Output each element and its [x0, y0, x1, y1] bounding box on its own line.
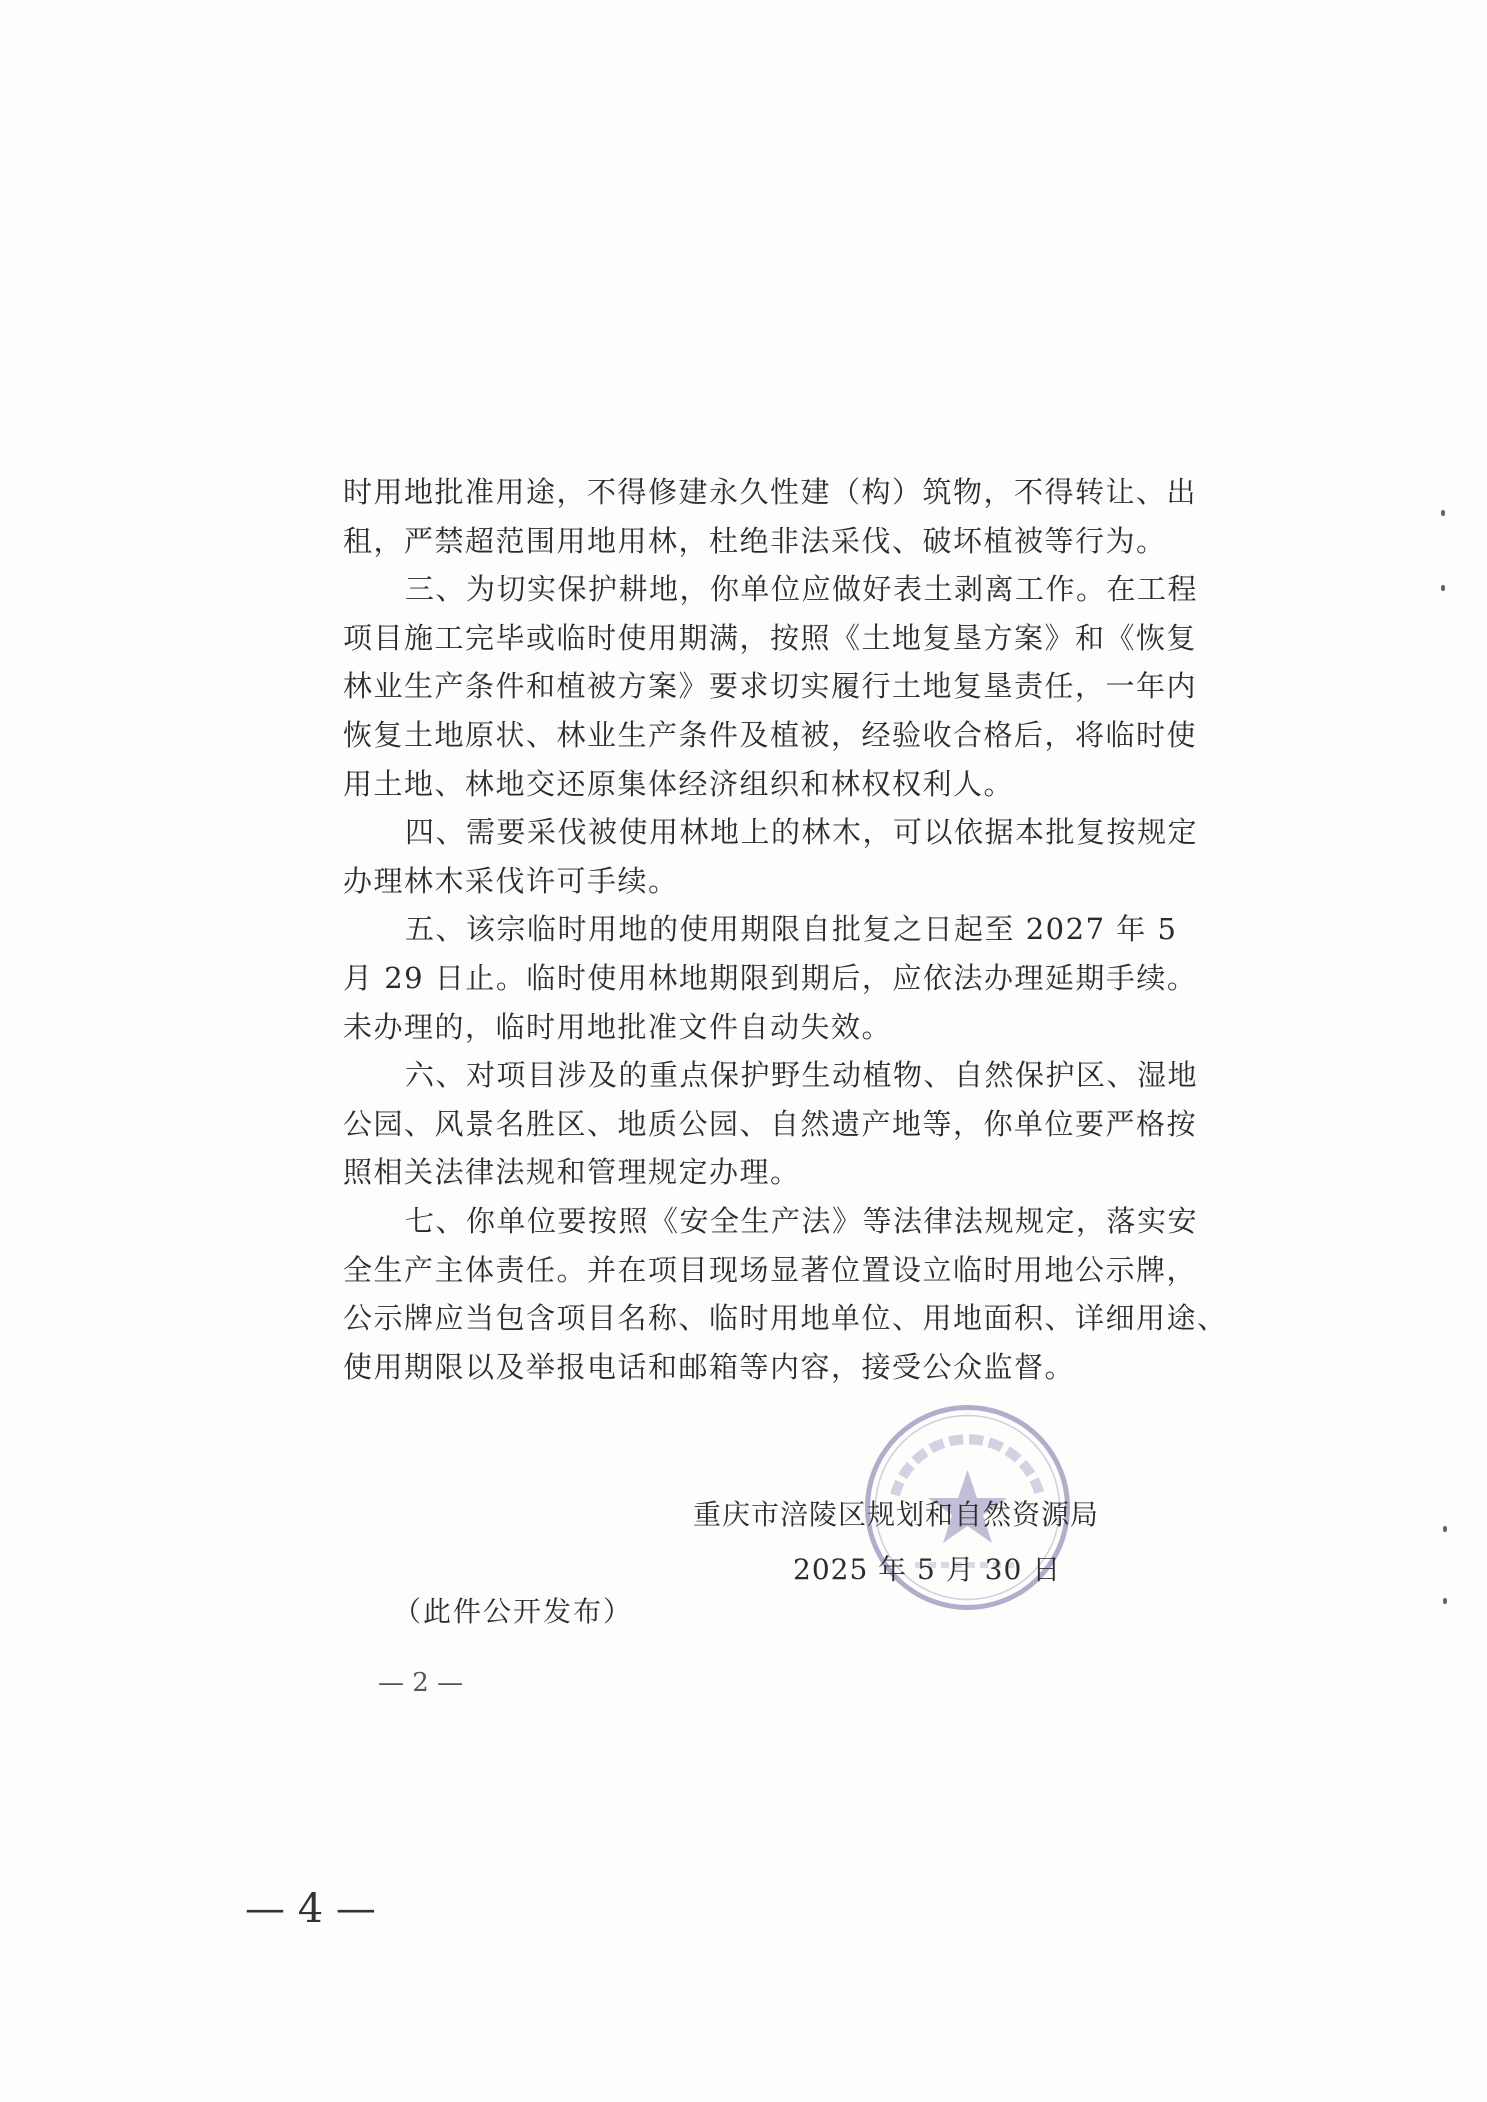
paragraph-line: 六、对项目涉及的重点保护野生动植物、自然保护区、湿地 — [405, 1058, 1199, 1093]
publication-note: （此件公开发布） — [393, 1595, 634, 1628]
issuer-organization: 重庆市涪陵区规划和自然资源局 — [693, 1498, 1100, 1531]
paragraph — [343, 1197, 1228, 1391]
paragraph-line: 林业生产条件和植被方案》要求切实履行土地复垦责任，一年内 — [343, 669, 1198, 704]
paragraph-line: 项目施工完毕或临时使用期满，按照《土地复垦方案》和《恢复 — [343, 620, 1198, 655]
scan-speck — [1443, 1526, 1447, 1532]
scan-speck — [1443, 1598, 1447, 1604]
scan-speck — [1441, 510, 1445, 516]
paragraph-line: 未办理的，临时用地批准文件自动失效。 — [343, 1009, 893, 1044]
paragraph-line: 照相关法律法规和管理规定办理。 — [343, 1155, 801, 1190]
paragraph-line: 三、为切实保护耕地，你单位应做好表土剥离工作。在工程 — [405, 572, 1199, 607]
paragraph-line: 时用地批准用途，不得修建永久性建（构）筑物，不得转让、出 — [343, 475, 1198, 509]
inner-page-number: — 2 — — [378, 1668, 464, 1698]
issue-date: 2025 年 5 月 30 日 — [793, 1553, 1062, 1586]
paragraph-line: 公园、风景名胜区、地质公园、自然遗产地等，你单位要严格按 — [343, 1106, 1198, 1141]
paragraph-line: 四、需要采伐被使用林地上的林木，可以依据本批复按规定 — [405, 815, 1199, 850]
outer-page-number: — 4 — — [245, 1886, 376, 1932]
paragraph-line: 办理林木采伐许可手续。 — [343, 863, 679, 898]
paragraph-line: 公示牌应当包含项目名称、临时用地单位、用地面积、详细用途、 — [343, 1301, 1228, 1336]
paragraph — [343, 808, 1199, 905]
paragraph-line: 月 29 日止。临时使用林地期限到期后，应依法办理延期手续。 — [343, 960, 1198, 995]
scan-speck — [1441, 585, 1445, 591]
paragraph-line: 恢复土地原状、林业生产条件及植被，经验收合格后，将临时使 — [343, 717, 1198, 752]
paragraph — [343, 468, 1198, 565]
paragraph-line: 七、你单位要按照《安全生产法》等法律法规规定，落实安 — [405, 1203, 1199, 1238]
paragraph-line: 使用期限以及举报电话和邮箱等内容，接受公众监督。 — [343, 1349, 1076, 1384]
paragraph — [343, 905, 1198, 1051]
paragraph — [343, 565, 1199, 808]
paragraph-line: 用土地、林地交还原集体经济组织和林权权利人。 — [343, 766, 1015, 801]
paragraph-line: 租，严禁超范围用地用林，杜绝非法采伐、破坏植被等行为。 — [343, 523, 1167, 558]
paragraph — [343, 1051, 1199, 1197]
paragraph-line: 全生产主体责任。并在项目现场显著位置设立临时用地公示牌， — [343, 1252, 1198, 1287]
paragraph-line: 五、该宗临时用地的使用期限自批复之日起至 2027 年 5 — [405, 912, 1178, 947]
document-body — [343, 468, 1228, 1391]
